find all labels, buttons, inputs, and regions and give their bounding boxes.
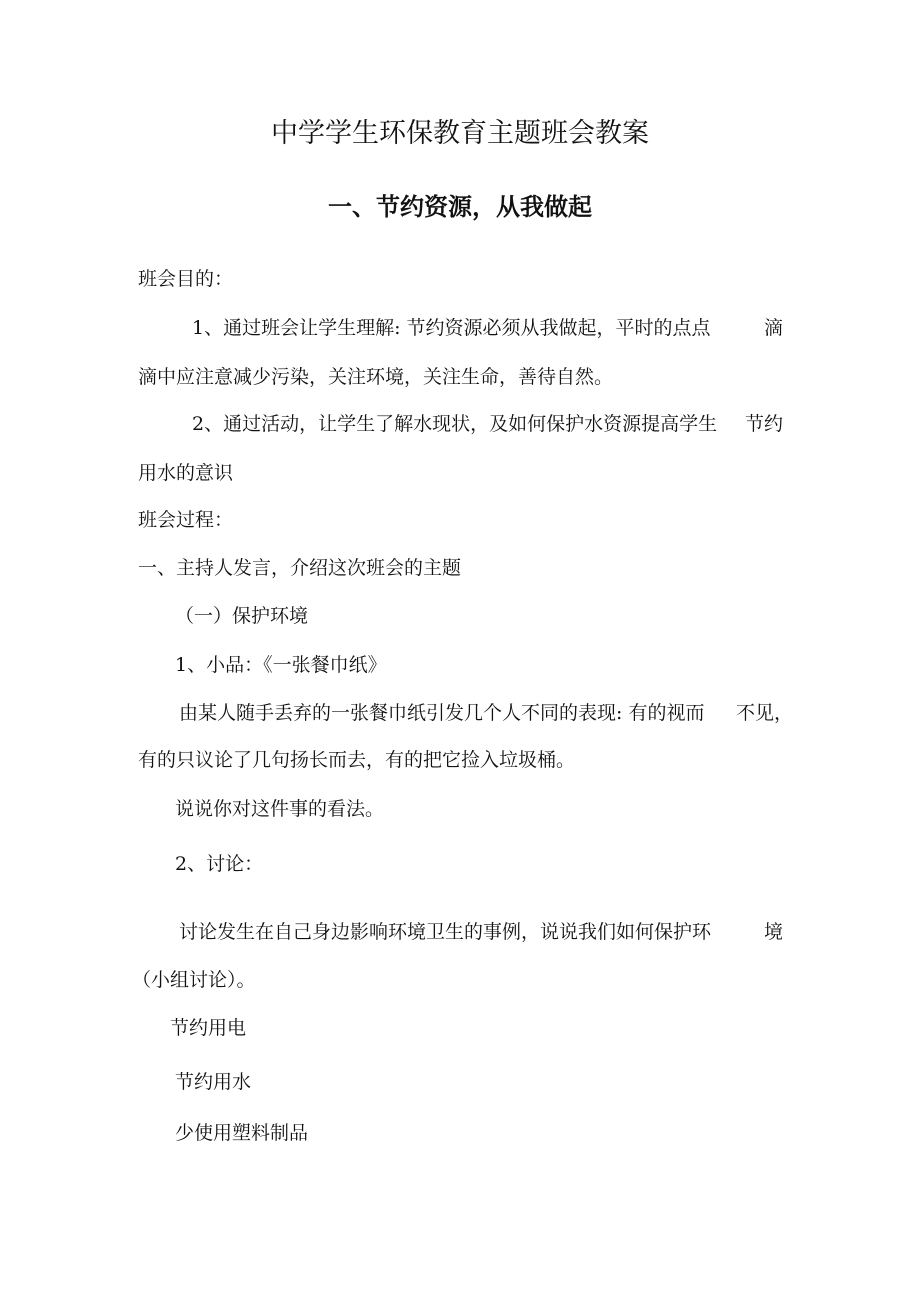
goal-1-text-b: 滴	[763, 317, 783, 339]
item-2: 2、讨论：	[175, 853, 264, 875]
goal-1-text-a: 1、通过班会让学生理解: 节约资源必须从我做起，平时的点点	[192, 317, 711, 339]
item-2-desc-text-b: 境	[763, 921, 783, 943]
item-1-desc-text-b: 不见，	[735, 702, 793, 724]
topic-item: 少使用塑料制品	[175, 1122, 309, 1144]
step-1: 一、主持人发言，介绍这次班会的主题	[138, 557, 462, 579]
goal-label: 班会目的：	[138, 268, 234, 290]
goal-2-second-line: 用水的意识	[138, 462, 234, 484]
item-1-desc-second-line: 有的只议论了几句扬长而去，有的把它捡入垃圾桶。	[138, 749, 576, 771]
item-2-desc-first-line	[179, 920, 783, 944]
document-title: 中学学生环保教育主题班会教案	[271, 118, 649, 149]
goal-2-first-line	[192, 412, 783, 436]
process-label: 班会过程：	[138, 509, 234, 531]
section-heading: 一、节约资源，从我做起	[328, 192, 592, 221]
goal-1-second-line: 滴中应注意减少污染，关注环境，关注生命，善待自然。	[138, 366, 614, 388]
item-1-desc-text-a: 由某人随手丢弃的一张餐巾纸引发几个人不同的表现: 有的视而	[179, 702, 705, 724]
item-2-desc-second-line: （小组讨论）。	[132, 969, 256, 991]
item-1-desc-first-line	[179, 701, 793, 725]
goal-1-first-line	[192, 316, 783, 340]
item-2-desc-text-a: 讨论发生在自己身边影响环境卫生的事例，说说我们如何保护环	[179, 921, 712, 943]
goal-2-text-a: 2、通过活动，让学生了解水现状，及如何保护水资源提高学生	[192, 413, 718, 435]
topic-item: 节约用水	[175, 1071, 252, 1093]
item-1-prompt: 说说你对这件事的看法。	[175, 798, 385, 820]
item-1: 1、小品：《一张餐巾纸》	[175, 654, 387, 676]
goal-2-text-b: 节约	[744, 413, 783, 435]
topic-item: 节约用电	[170, 1017, 247, 1039]
sub-section-1: （一）保护环境	[175, 605, 309, 627]
